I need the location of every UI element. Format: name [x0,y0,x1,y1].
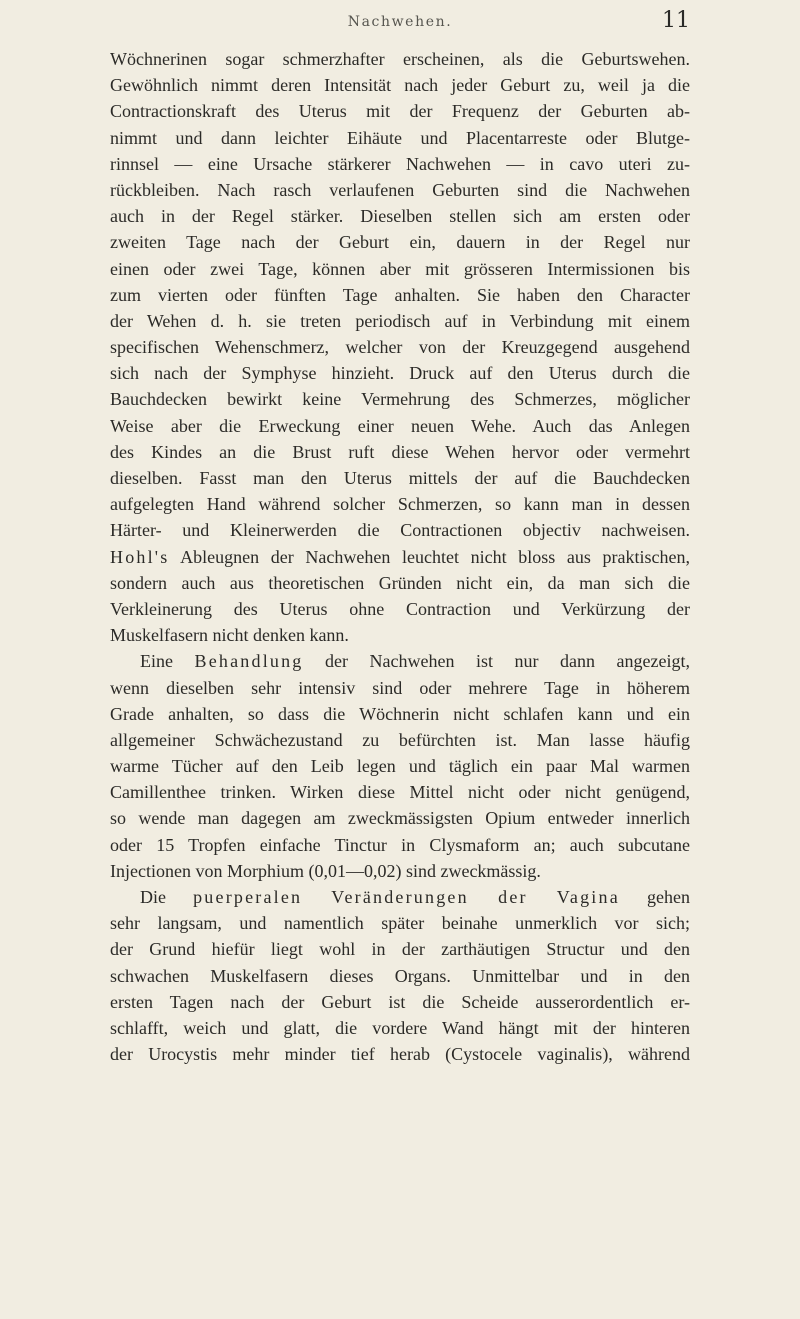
text-line [110,622,690,648]
line-text: auch in der Regel stärker. Dieselben stellen sich am ersten oder [110,206,690,227]
text-line [110,491,690,517]
body-text [110,46,690,1067]
text-line [110,884,690,910]
line-text: Verkleinerung des Uterus ohne Contraction und Verkürzung der [110,598,690,619]
text-line [110,858,690,884]
line-text: zweiten Tage nach der Geburt ein, dauern in der Regel nur [110,232,690,253]
line-prefix: Eine [140,651,195,672]
text-line [110,308,690,334]
text-line [110,46,690,72]
line-text: so wende man dagegen am zweckmässigsten Opium entweder innerlich [110,808,690,829]
text-line [110,282,690,308]
text-line [110,229,690,255]
text-line [110,989,690,1015]
text-line [110,125,690,151]
text-line [110,256,690,282]
text-line [110,98,690,124]
text-line [110,72,690,98]
text-line [110,779,690,805]
emphasized-term: Hohl's [110,546,170,567]
line-text: schwachen Muskelfasern dieses Organs. Unmittelbar und in den [110,965,690,986]
line-text: sondern auch aus theoretischen Gründen nicht ein, da man sich die [110,572,690,593]
line-text: schlafft, weich und glatt, die vordere Wand hängt mit der hinteren [110,1017,690,1038]
line-text: Gewöhnlich nimmt deren Intensität nach jeder Geburt zu, weil ja die [110,75,690,96]
page-number: 11 [662,8,690,33]
text-line [110,177,690,203]
text-line [110,727,690,753]
text-line [110,832,690,858]
text-line [110,386,690,412]
line-text: Grade anhalten, so dass die Wöchnerin nicht schlafen kann und ein [110,703,690,724]
line-text: warme Tücher auf den Leib legen und täglich ein paar Mal warmen [110,756,690,777]
line-text: Härter- und Kleinerwerden die Contractionen objectiv nachweisen. [110,520,690,541]
text-line [110,963,690,989]
line-text: ersten Tagen nach der Geburt ist die Scheide ausserordentlich er- [110,991,690,1012]
line-text: Injectionen von Morphium (0,01—0,02) sind zweckmässig. [110,860,541,881]
text-line [110,151,690,177]
text-line [110,334,690,360]
line-text: der Grund hiefür liegt wohl in der zarthäutigen Structur und den [110,939,690,960]
line-text: des Kindes an die Brust ruft diese Wehen hervor oder vermehrt [110,441,690,462]
text-line [110,753,690,779]
line-text: einen oder zwei Tage, können aber mit grösseren Intermissionen bis [110,258,690,279]
line-text: rückbleiben. Nach rasch verlaufenen Geburten sind die Nachwehen [110,179,690,200]
text-line [110,1041,690,1067]
text-line [110,517,690,543]
line-prefix: Die [140,887,194,907]
text-line [110,360,690,386]
line-text: der Nachwehen ist nur dann angezeigt, [303,651,690,672]
line-text: Camillenthee trinken. Wirken diese Mittel nicht oder nicht genügend, [110,782,690,803]
text-line [110,1015,690,1041]
running-title: Nachwehen. [347,14,453,30]
line-text: Muskelfasern nicht denken kann. [110,625,349,646]
line-text: allgemeiner Schwächezustand zu befürchten ist. Man lasse häufig [110,729,690,750]
text-line [110,544,690,570]
line-text: der Wehen d. h. sie treten periodisch auf in Verbindung mit einem [110,310,690,331]
line-text: nimmt und dann leichter Eihäute und Placentarreste oder Blutge- [110,127,690,148]
text-line [110,648,690,674]
text-line [110,675,690,701]
running-head [110,8,690,36]
text-line [110,596,690,622]
line-text: specifischen Wehenschmerz, welcher von der Kreuzgegend ausgehend [110,337,690,358]
text-line [110,465,690,491]
line-text: Bauchdecken bewirkt keine Vermehrung des Schmerzes, möglicher [110,389,690,410]
text-line [110,936,690,962]
line-text: sehr langsam, und namentlich später beinahe unmerklich vor sich; [110,913,690,934]
line-text: zum vierten oder fünften Tage anhalten. Sie haben den Character [110,284,690,305]
line-text: sich nach der Symphyse hinzieht. Druck auf den Uterus durch die [110,363,690,384]
text-line [110,570,690,596]
line-text: wenn dieselben sehr intensiv sind oder mehrere Tage in höherem [110,677,690,698]
text-line [110,439,690,465]
emphasized-term: Behandlung [194,651,304,672]
line-text: rinnsel — eine Ursache stärkerer Nachwehen — in cavo uteri zu- [110,153,690,174]
line-text: der Urocystis mehr minder tief herab (Cystocele vaginalis), während [110,1044,690,1065]
line-text: Weise aber die Erweckung einer neuen Wehe. Auch das Anlegen [110,415,690,436]
line-text: gehen [619,887,690,907]
text-line [110,413,690,439]
text-line [110,701,690,727]
text-line [110,805,690,831]
emphasized-term: puerperalen Veränderungen der Vagina [193,887,620,907]
line-text: aufgelegten Hand während solcher Schmerzen, so kann man in dessen [110,494,690,515]
line-text: oder 15 Tropfen einfache Tinctur in Clysmaform an; auch subcutane [110,834,690,855]
text-line [110,203,690,229]
line-text: dieselben. Fasst man den Uterus mittels der auf die Bauchdecken [110,468,690,488]
text-line [110,910,690,936]
line-text: Ableugnen der Nachwehen leuchtet nicht bloss aus praktischen, [169,546,690,567]
line-text: Contractionskraft des Uterus mit der Frequenz der Geburten ab- [110,101,690,122]
line-text: Wöchnerinen sogar schmerzhafter erscheinen, als die Geburtswehen. [110,49,690,69]
